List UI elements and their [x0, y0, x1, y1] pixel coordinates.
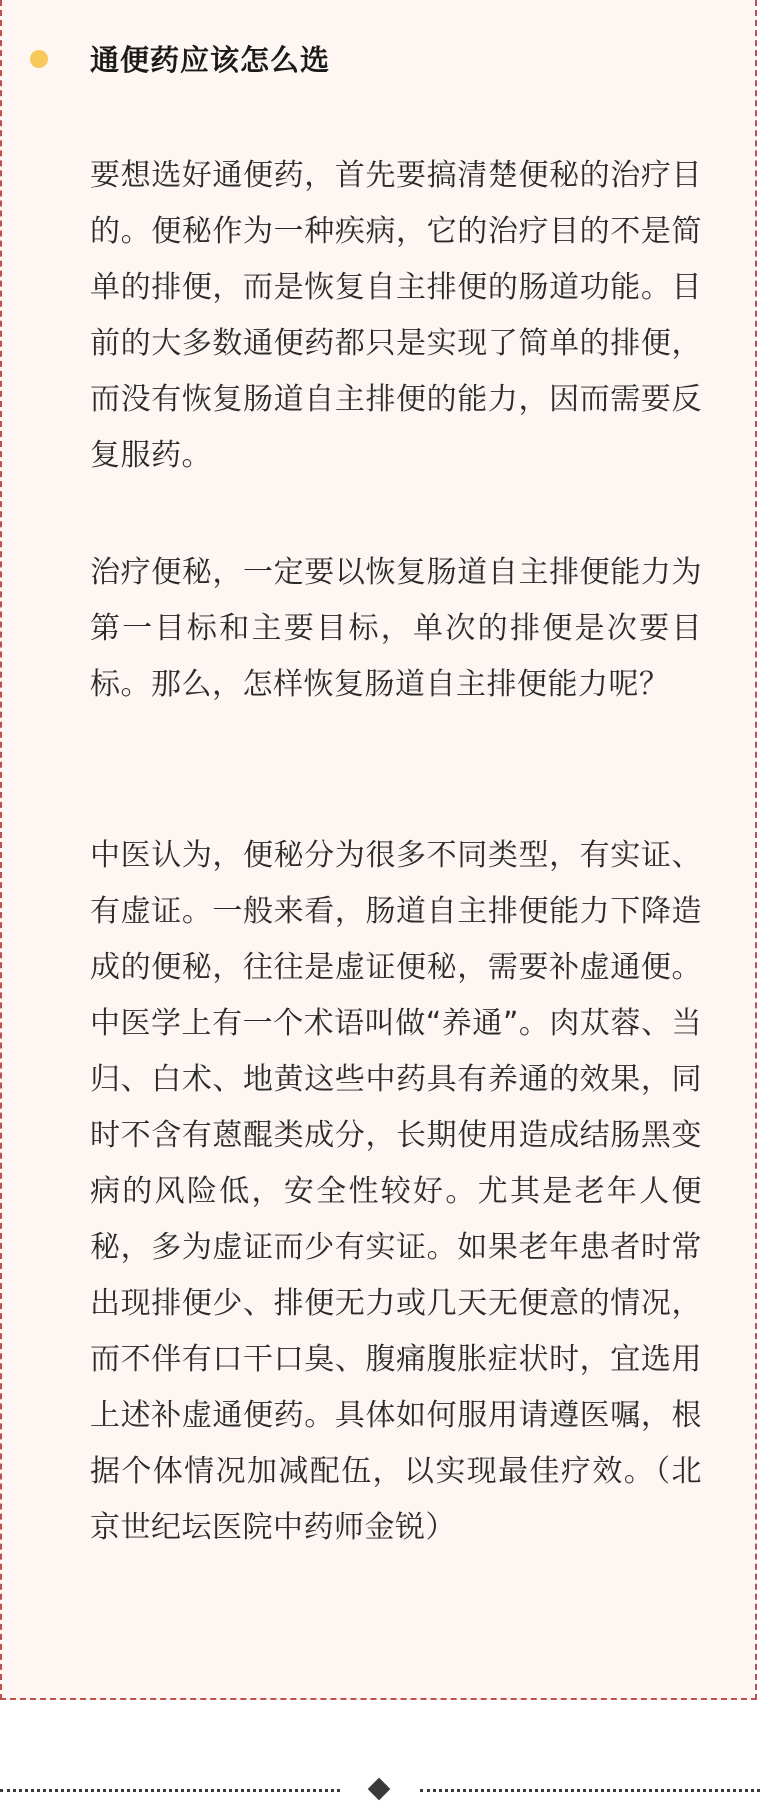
paragraph-treatment-goal: 要想选好通便药，首先要搞清楚便秘的治疗目的。便秘作为一种疾病，它的治疗目的不是简单的排便，而是恢复自主排便的肠道功能。目前的大多数通便药都只是实现了简单的排便，而没有恢复肠道自主排便的能力，因而需要反复服药。 [90, 158, 702, 473]
paragraph-primary-goal: 治疗便秘，一定要以恢复肠道自主排便能力为第一目标和主要目标，单次的排便是次要目标。那么，怎样恢复肠道自主排便能力呢？ [90, 555, 702, 702]
section-divider [0, 1780, 760, 1800]
section-header [30, 38, 330, 79]
diamond-icon [368, 1778, 391, 1801]
paragraph-tcm-view: 中医认为，便秘分为很多不同类型，有实证、有虚证。一般来看，肠道自主排便能力下降造成的便秘，往往是虚证便秘，需要补虚通便。中医学上有一个术语叫做“养通”。肉苁蓉、当归、白术、地黄这些中药具有养通的效果，同时不含有蒽醌类成分，长期使用造成结肠黑变病的风险低，安全性较好。尤其是老年人便秘，多为虚证而少有实证。如果老年患者时常出现排便少、排便无力或几天无便意的情况，而不伴有口干口臭、腹痛腹胀症状时，宜选用上述补虚通便药。具体如何服用请遵医嘱，根据个体情况加减配伍，以实现最佳疗效。（北京世纪坛医院中药师金锐） [90, 838, 702, 1545]
dot-bullet-icon [30, 50, 48, 68]
divider-line-right [420, 1789, 760, 1792]
divider-line-left [0, 1789, 340, 1792]
section-title: 通便药应该怎么选 [90, 43, 331, 77]
